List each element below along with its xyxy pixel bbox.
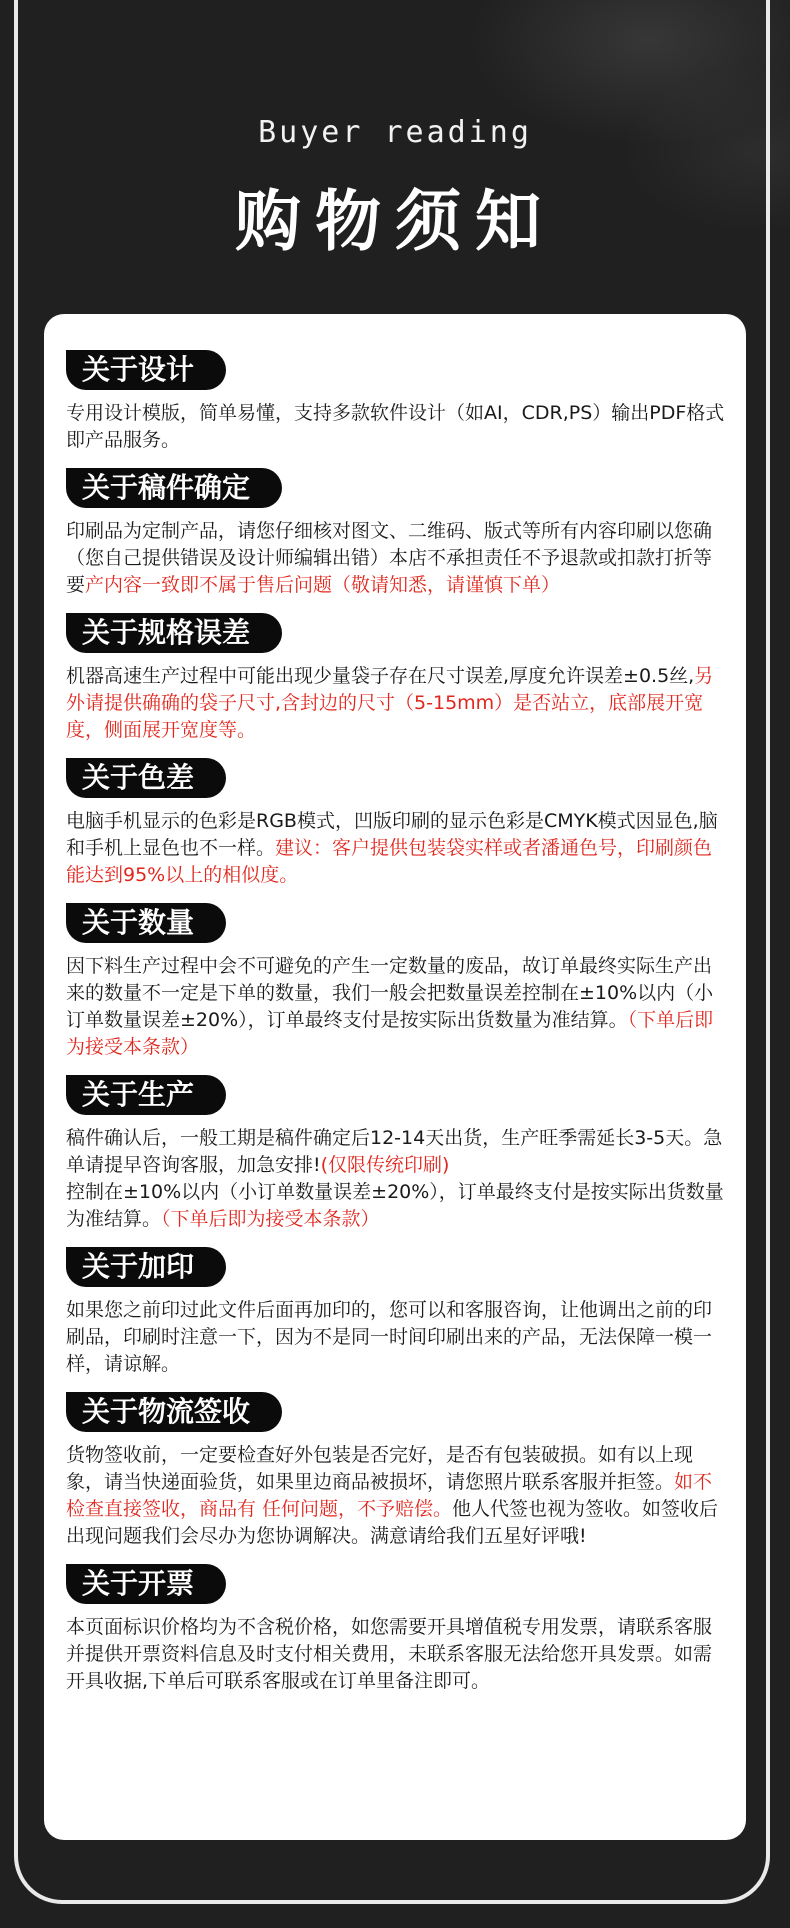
logistics-highlight: 如不检查直接签收，商品有 任何问题，不予赔偿。 [66, 1471, 713, 1520]
section-draft [66, 468, 726, 599]
draft-text: 印刷品为定制产品，请您仔细核对图文、二维码、版式等所有内容印刷以您确（您自己提供错误及设计师编辑出错）本店不承担责任不予退款或扣款打折等要 [66, 520, 713, 596]
quantity-text: 因下料生产过程中会不可避免的产生一定数量的废品，故订单最终实际生产出来的数量不一定是下单的数量，我们一般会把数量误差控制在±10%以内（小订单数量误差±20%），订单最终支付是按实际出货数量为准结算。 [66, 955, 714, 1031]
section-body-invoice [66, 1614, 726, 1695]
color-highlight: 建议：客户提供包装袋实样或者潘通色号，印刷颜色能达到95%以上的相似度。 [66, 837, 713, 886]
section-title-draft: 关于稿件确定 [66, 468, 282, 508]
production-highlight-2: （下单后即为接受本条款） [161, 1208, 380, 1230]
spec-text: 机器高速生产过程中可能出现少量袋子存在尺寸误差,厚度允许误差±0.5丝, [66, 665, 695, 687]
header-chinese-title: 购物须知 [235, 182, 555, 260]
production-text: 稿件确认后，一般工期是稿件确定后12-14天出货，生产旺季需延长3-5天。急单请提早咨询客服，加急安排! [66, 1127, 723, 1176]
section-design [66, 350, 726, 454]
section-body-draft [66, 518, 726, 599]
section-title-logistics: 关于物流签收 [66, 1392, 282, 1432]
production-text-2: 控制在±10%以内（小订单数量误差±20%），订单最终支付是按实际出货数量为准结算。 [66, 1181, 724, 1230]
design-text: 专用设计模版，简单易懂，支持多款软件设计（如AI，CDR,PS）输出PDF格式即产品服务。 [66, 402, 725, 451]
section-production [66, 1075, 726, 1233]
section-logistics [66, 1392, 726, 1550]
quantity-highlight: （下单后即为接受本条款） [66, 1009, 714, 1058]
section-invoice [66, 1564, 726, 1695]
draft-highlight: 产内容一致即不属于售后问题（敬请知悉，请谨慎下单） [85, 574, 561, 596]
section-color [66, 758, 726, 889]
section-body-quantity [66, 953, 726, 1061]
section-body-logistics [66, 1442, 726, 1550]
section-body-color [66, 808, 726, 889]
section-title-color: 关于色差 [66, 758, 226, 798]
section-title-invoice: 关于开票 [66, 1564, 226, 1604]
logistics-text: 货物签收前，一定要检查好外包装是否完好，是否有包装破损。如有以上现象，请当快递面验货，如果里边商品被损坏，请您照片联系客服并拒签。 [66, 1444, 694, 1493]
section-reprint [66, 1247, 726, 1378]
section-body-reprint [66, 1297, 726, 1378]
section-title-quantity: 关于数量 [66, 903, 226, 943]
spec-highlight: 另外请提供确确的袋子尺寸,含封边的尺寸（5-15mm）是否站立，底部展开宽度，侧面展开宽度等。 [66, 665, 714, 741]
section-body-production [66, 1125, 726, 1233]
invoice-text: 本页面标识价格均为不含税价格，如您需要开具增值税专用发票，请联系客服并提供开票资料信息及时支付相关费用，未联系客服无法给您开具发票。如需开具收据,下单后可联系客服或在订单里备注即可。 [66, 1616, 713, 1692]
section-body-design [66, 400, 726, 454]
production-highlight: (仅限传统印刷) [320, 1154, 450, 1176]
reprint-text: 如果您之前印过此文件后面再加印的，您可以和客服咨询，让他调出之前的印刷品，印刷时注意一下，因为不是同一时间印刷出来的产品，无法保障一模一样，请谅解。 [66, 1299, 713, 1375]
section-spec [66, 613, 726, 744]
section-title-design: 关于设计 [66, 350, 226, 390]
section-title-reprint: 关于加印 [66, 1247, 226, 1287]
section-quantity [66, 903, 726, 1061]
header-english-title: Buyer reading [258, 115, 532, 150]
color-text: 电脑手机显示的色彩是RGB模式，凹版印刷的显示色彩是CMYK模式因显色,脑和手机上显色也不一样。 [66, 810, 718, 859]
section-title-production: 关于生产 [66, 1075, 226, 1115]
section-title-spec: 关于规格误差 [66, 613, 282, 653]
notice-card [44, 314, 746, 1840]
logistics-text-2: 他人代签也视为签收。如签收后出现问题我们会尽办为您协调解决。满意请给我们五星好评哦! [66, 1498, 719, 1547]
section-body-spec [66, 663, 726, 744]
